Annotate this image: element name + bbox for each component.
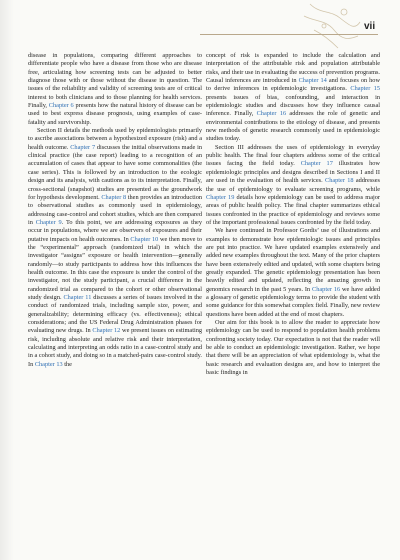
paragraph-text: Section III addresses the uses of epidemiology in everyday public health. The final four chapters address some of the critical issues facing the field today.	[206, 143, 380, 168]
gutter-shadow	[0, 0, 14, 560]
paragraph-text: discusses a series of issues involved in the conduct of randomized trials, including sample size, power, and generalizability; determining efficacy (vs. effectiveness); ethical considerations; and the US Federal Drug Administration phases for evaluating new drugs. In	[28, 293, 202, 335]
body-paragraph	[206, 227, 380, 319]
body-paragraph	[206, 319, 380, 377]
corner-decoration	[300, 0, 362, 58]
body-paragraph	[206, 52, 380, 144]
paragraph-text: disease in populations, comparing different approaches to differentiate people who have a disease from those who are disease free, articulating how screening tests can be adjusted to better diagnose those with or those without the disease in question. The issues of the reliability and validity of screening tests are of critical interest to both clinicians and to those planning for health services. Finally,	[28, 52, 202, 110]
paragraph-text: we present issues on estimating risk, including absolute and relative risk and their interpretation, calculating and interpreting an odds ratio in a case-control study and in a cohort study, and doing so in a matched-pairs case-control study. In	[28, 327, 203, 368]
paragraph-text: concept of risk is expanded to include the calculation and interpretation of the attributable risk and population attributable risks, and their use in evaluating the success of prevention programs. Causal inferences are introduced in	[206, 52, 380, 85]
paragraph-text: . To this point, we are addressing exposures as they occur in populations, where we are observers of exposures and their putative impacts on health outcomes. In	[28, 218, 202, 243]
page-number: vii	[364, 21, 376, 32]
chapter-link[interactable]: Chapter 16	[312, 285, 341, 293]
chapter-link[interactable]: Chapter 7	[70, 143, 96, 151]
paragraph-text: the	[62, 360, 72, 368]
paragraph-text: we have added a glossary of genetic epidemiology terms to provide the student with some guidance for this somewhat complex field. Finally, new review questions have been added at the end of most chapters.	[206, 285, 381, 318]
paragraph-text: addresses the role of genetic and environmental contributions to the etiology of disease, and presents new methods of genetic research commonly used in epidemiologic studies today.	[206, 110, 381, 143]
paragraph-text: We have continued in Professor Gordis’ use of illustrations and examples to demonstrate how epidemiologic issues and principles are put into practice. We have updated examples extensively and added new examples throughout the text. Many of the prior chapters have been extensively edited and updated, with some chapters being greatly expanded. The genetic epidemiology presentation has been heavily edited and updated, reflecting the amazing growth in genomics research in the past 5 years. In	[206, 227, 380, 293]
chapter-link[interactable]: Chapter 6	[48, 102, 74, 110]
right-column	[206, 52, 380, 377]
chapter-link[interactable]: Chapter 16	[256, 110, 287, 118]
chapter-link[interactable]: Chapter 9	[35, 218, 62, 226]
chapter-link[interactable]: Chapter 19	[206, 193, 235, 201]
chapter-link[interactable]: Chapter 18	[325, 177, 354, 185]
chapter-link[interactable]: Chapter 12	[92, 327, 121, 335]
header-rule	[200, 34, 378, 35]
chapter-link[interactable]: Chapter 10	[130, 235, 159, 243]
paragraph-text: we then move to the “experimental” approach (randomized trial) in which the investigator “assigns” exposure or health intervention—generally randomly—to study participants to address how this influences the health outcome. In this case the exposure is under the control of the investigator, not the study participant, a crucial difference in the randomized trial as compared to the cohort or other observational study design.	[28, 235, 202, 301]
body-paragraph	[28, 127, 202, 369]
chapter-link[interactable]: Chapter 11	[63, 293, 92, 301]
body-paragraph	[206, 144, 380, 227]
chapter-link[interactable]: Chapter 17	[300, 160, 333, 168]
paragraph-text: details how epidemiology can be used to address major areas of public health policy. The final chapter summarizes ethical issues confronted in the practice of epidemiology and reviews some of the important professional issues confronted by the field today.	[206, 193, 380, 226]
paragraph-text: discusses the initial observations made in clinical practice (the case report) leading to a recognition of an accumulation of cases that appear to have some commonalities (the case series). This is followed by an introduction to the ecologic design and its analysis, with cautions as to its interpretation. Finally, cross-sectional (snapshot) studies are presented as the groundwork for hypothesis development.	[28, 143, 202, 201]
paragraph-text: presents issues of bias, confounding, and interaction in epidemiologic studies and discusses how they influence causal inference. Finally,	[206, 93, 380, 118]
paragraph-text: then provides an introduction to observational studies as commonly used in epidemiology, addressing case-control and cohort studies, which are then compared in	[28, 193, 202, 226]
chapter-link[interactable]: Chapter 8	[101, 193, 127, 201]
paragraph-text: illustrates how epidemiologic principles and designs described in Sections I and II are used in the evaluation of health services.	[206, 160, 380, 185]
paragraph-text: addresses the use of epidemiology to evaluate screening programs, while	[206, 177, 380, 193]
paragraph-text: Our aim for this book is to allow the reader to appreciate how epidemiology can be used to respond to population health problems confronting society today. Our expectation is not that the reader will be able to conduct an epidemiologic investigation. Rather, we hope that there will be an appreciation of what epidemiology is, what the basic research and evaluation designs are, and how to interpret the basic findings in	[206, 319, 380, 377]
left-column	[28, 52, 202, 369]
paragraph-text: and focuses on how to derive inferences in epidemiologic investigations.	[206, 77, 380, 93]
chapter-link[interactable]: Chapter 14	[298, 77, 327, 85]
body-paragraph	[28, 52, 202, 127]
chapter-link[interactable]: Chapter 15	[350, 85, 381, 93]
paragraph-text: presents how the natural history of disease can be used to best express disease prognosis, using examples of case-fatality and survivorship.	[28, 102, 202, 126]
chapter-link[interactable]: Chapter 13	[34, 360, 63, 368]
paragraph-text: Section II details the methods used by epidemiologists primarily to ascribe associations between a hypothesized exposure (risk) and a health outcome.	[28, 127, 202, 151]
